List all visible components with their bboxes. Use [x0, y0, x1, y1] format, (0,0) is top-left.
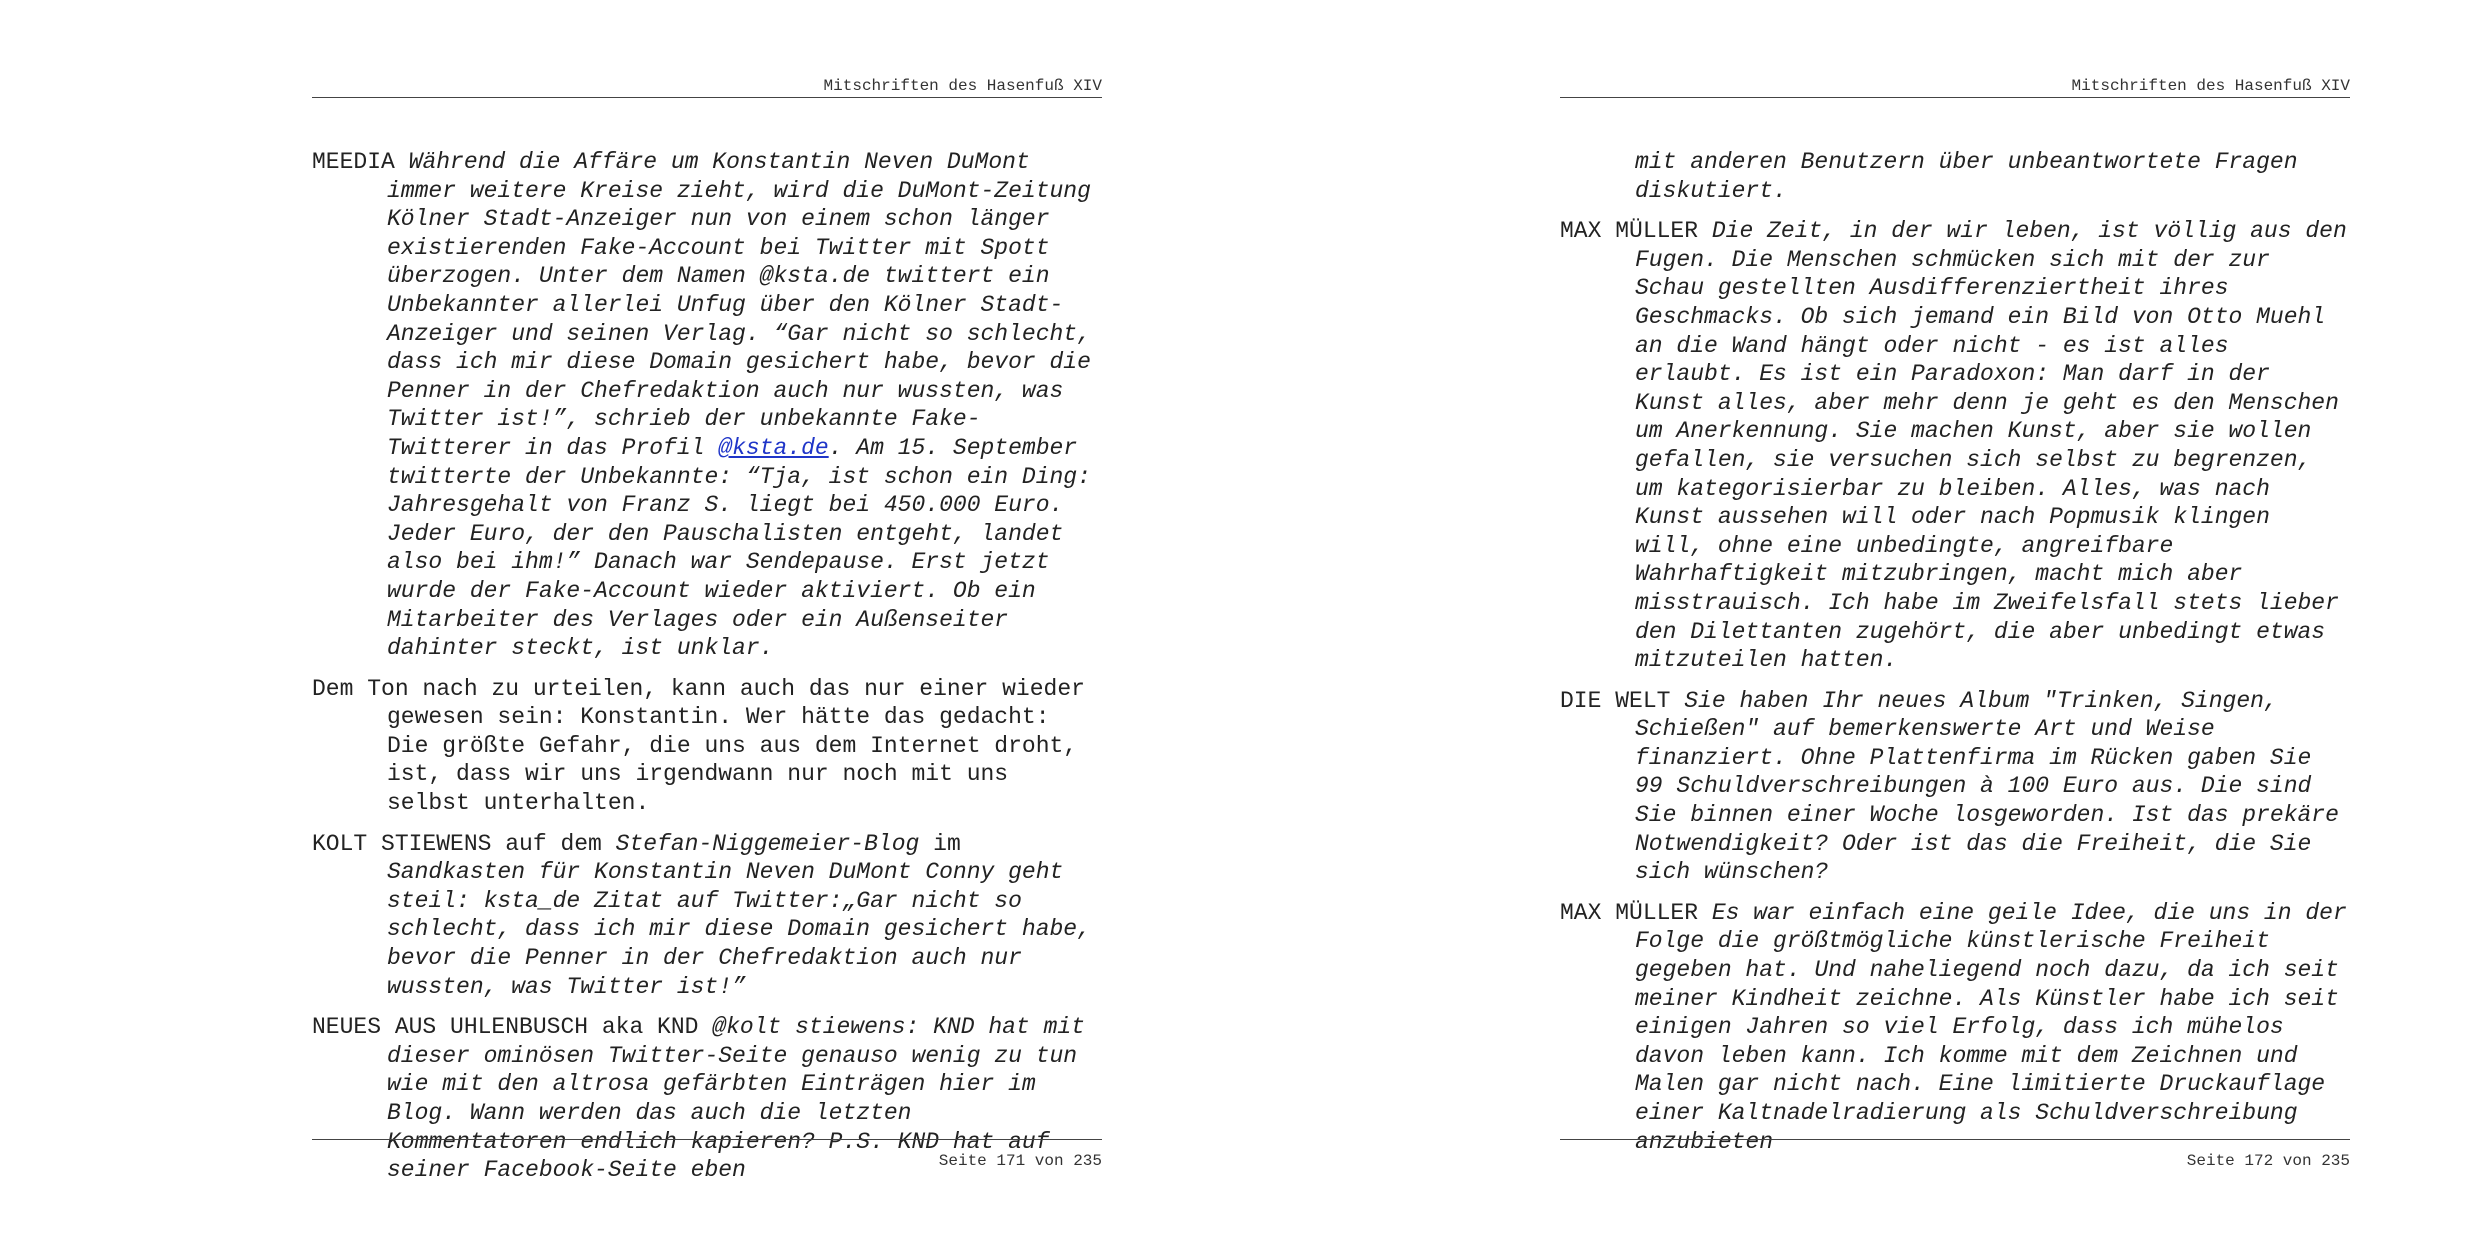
header-rule [312, 97, 1102, 98]
footer-rule [312, 1139, 1102, 1140]
speaker-label: DIE WELT [1560, 687, 1671, 714]
quote-text: Sandkasten für Konstantin Neven DuMont Conny geht steil: ksta_de Zitat auf Twitter:„Gar nicht so schlecht, dass ich mir diese Domain gesichert habe, bevor die Penner in der Chefredaktion auch nur wussten, was Twitter ist!” [387, 859, 1091, 1000]
page-body [1560, 148, 2350, 1168]
right-page [1560, 0, 2350, 1240]
footer-rule [1560, 1139, 2350, 1140]
quote-text: Die Zeit, in der wir leben, ist völlig aus den Fugen. Die Menschen schmücken sich mit der zur Schau gestellten Ausdifferenziertheit ihres Geschmacks. Ob sich jemand ein Bild von Otto Muehl an die Wand hängt oder nicht - es ist alles erlaubt. Es ist ein Paradoxon: Man darf in der Kunst alles, aber mehr denn je geht es den Menschen um Anerkennung. Sie machen Kunst, aber sie wollen gefallen, sie versuchen sich selbst zu begrenzen, um kategorisierbar zu bleiben. Alles, was nach Kunst aussehen will oder nach Popmusik klingen will, ohne eine unbedingte, angreifbare Wahrhaftigkeit mitzubringen, macht mich aber misstrauisch. Ich habe im Zweifelsfall stets lieber den Dilettanten zugehört, die aber unbedingt etwas mitzuteilen hatten. [1635, 218, 2347, 674]
page-body [312, 148, 1102, 1197]
quote-text: mit anderen Benutzern über unbeantwortete Fragen diskutiert. [1635, 149, 2298, 204]
speaker-label: MEEDIA [312, 149, 395, 175]
paragraph-meedia [312, 148, 1102, 663]
speaker-label: MAX MÜLLER [1560, 218, 1699, 245]
header-rule [1560, 97, 2350, 98]
paragraph-kolt-stiewens [312, 830, 1102, 1002]
page-header: Mitschriften des Hasenfuß XIV [823, 77, 1102, 95]
quote-text: Es war einfach eine geile Idee, die uns in der Folge die größtmögliche künstlerische Freiheit gegeben hat. Und naheliegend noch dazu, da ich seit meiner Kindheit zeichne. Als Künstler habe ich seit einigen Jahren so viel Erfolg, dass ich mühelos davon leben kann. Ich komme mit dem Zeichnen und Malen gar nicht nach. Eine limitierte Druckauflage einer Kaltnadelradierung als Schuldverschreibung anzubieten [1635, 899, 2347, 1155]
paragraph-commentary [312, 675, 1102, 818]
paragraph-die-welt [1560, 687, 2350, 887]
left-page [312, 0, 1102, 1240]
ksta-link[interactable]: @ksta.de [718, 434, 829, 461]
quote-text: Während die Affäre um Konstantin Neven DuMont immer weitere Kreise zieht, wird die DuMont-Zeitung Kölner Stadt-Anzeiger nun von einem schon länger existierenden Fake-Account bei Twitter mit Spott überzogen. Unter dem Namen @ksta.de twittert ein Unbekannter allerlei Unfug über den Kölner Stadt-Anzeiger und seinen Verlag. “Gar nicht so schlecht, dass ich mir diese Domain gesichert habe, bevor die Penner in der Chefredaktion auch nur wussten, was Twitter ist!”, schrieb der unbekannte Fake-Twitterer in das Profil [387, 149, 1091, 461]
connector-word: im [933, 830, 961, 857]
speaker-label: KOLT STIEWENS auf dem [312, 830, 602, 857]
paragraph-max-mueller-2 [1560, 899, 2350, 1156]
blog-name: Stefan-Niggemeier-Blog [615, 830, 920, 857]
speaker-label: MAX MÜLLER [1560, 899, 1699, 926]
quote-text: Sie haben Ihr neues Album "Trinken, Singen, Schießen" auf bemerkenswerte Art und Weise finanziert. Ohne Plattenfirma im Rücken gaben Sie 99 Schuldverschreibungen à 100 Euro aus. Die sind Sie binnen einer Woche losgeworden. Ist das prekäre Notwendigkeit? Oder ist das die Freiheit, die Sie sich wünschen? [1635, 687, 2339, 886]
page-header: Mitschriften des Hasenfuß XIV [2071, 77, 2350, 95]
quote-text: @kolt stiewens: KND hat mit dieser ominösen Twitter-Seite genauso wenig zu tun wie mit den altrosa gefärbten Einträgen hier im Blog. Wann werden das auch die letzten Kommentatoren endlich kapieren? P.S. KND hat auf seiner Facebook-Seite eben [387, 1014, 1085, 1184]
speaker-label: NEUES AUS UHLENBUSCH aka KND [312, 1014, 699, 1041]
paragraph-continued [1560, 148, 2350, 205]
page-number: Seite 171 von 235 [938, 1152, 1102, 1170]
page-number: Seite 172 von 235 [2186, 1152, 2350, 1170]
commentary-text: Dem Ton nach zu urteilen, kann auch das nur einer wieder gewesen sein: Konstantin. Wer hätte das gedacht: Die größte Gefahr, die uns aus dem Internet droht, ist, dass wir uns irgendwann nur noch mit uns selbst unterhalten. [312, 675, 1085, 817]
quote-text-continued: . Am 15. September twitterte der Unbekannte: “Tja, ist schon ein Ding: Jahresgehalt von Franz S. liegt bei 450.000 Euro. Jeder Euro, der den Pauschalisten entgeht, landet also bei ihm!” Danach war Sendepause. Erst jetzt wurde der Fake-Account wieder aktiviert. Ob ein Mitarbeiter des Verlages oder ein Außenseiter dahinter steckt, ist unklar. [387, 434, 1091, 662]
paragraph-max-mueller-1 [1560, 217, 2350, 675]
